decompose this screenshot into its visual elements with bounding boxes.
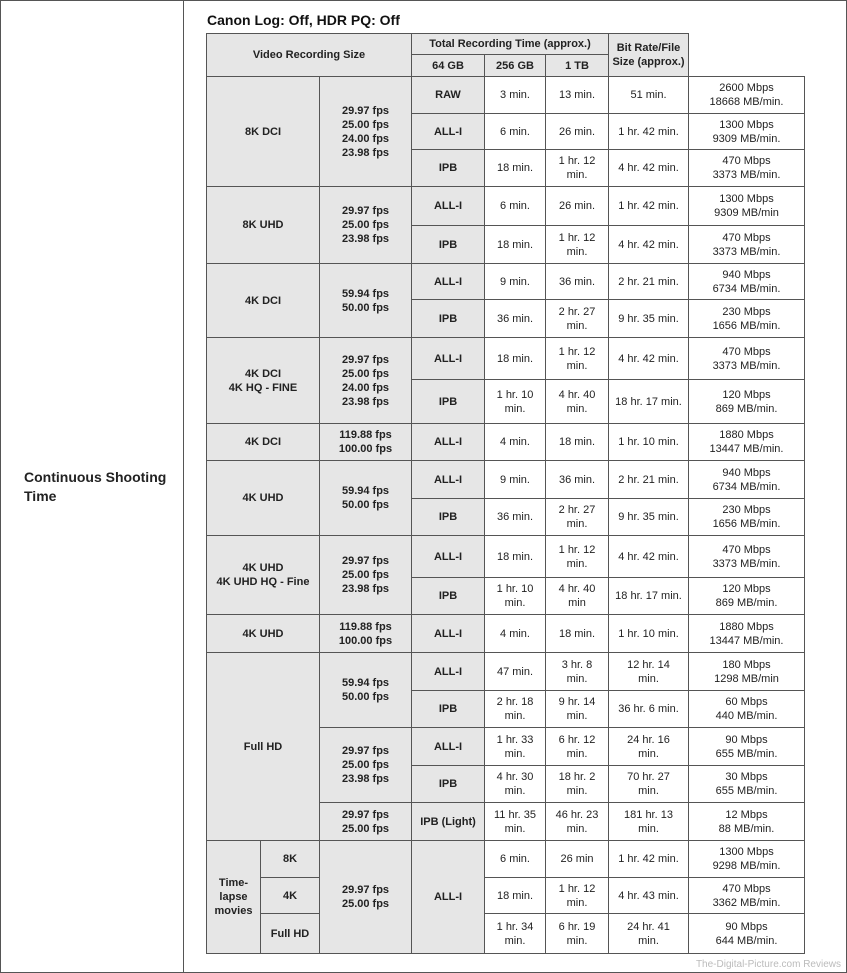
- time-256gb: 1 hr. 12 min.: [546, 878, 609, 914]
- time-1tb: 1 hr. 42 min.: [609, 114, 689, 150]
- time-256gb: 6 hr. 12 min.: [546, 728, 609, 766]
- fps-cell: 29.97 fps 25.00 fps 24.00 fps 23.98 fps: [320, 338, 412, 424]
- bitrate-cell: 120 Mbps 869 MB/min.: [689, 380, 805, 424]
- fps-cell: 29.97 fps 25.00 fps: [320, 803, 412, 841]
- fps-cell: 59.94 fps 50.00 fps: [320, 461, 412, 536]
- codec-cell: ALL-I: [412, 841, 485, 954]
- header-video-size: Video Recording Size: [207, 34, 412, 77]
- time-256gb: 26 min.: [546, 114, 609, 150]
- time-256gb: 1 hr. 12 min.: [546, 536, 609, 578]
- time-1tb: 2 hr. 21 min.: [609, 461, 689, 499]
- time-64gb: 1 hr. 10 min.: [485, 380, 546, 424]
- time-1tb: 4 hr. 42 min.: [609, 150, 689, 187]
- time-256gb: 1 hr. 12 min.: [546, 338, 609, 380]
- time-64gb: 36 min.: [485, 300, 546, 338]
- time-1tb: 4 hr. 42 min.: [609, 338, 689, 380]
- codec-cell: ALL-I: [412, 461, 485, 499]
- codec-cell: IPB: [412, 691, 485, 728]
- time-1tb: 24 hr. 16 min.: [609, 728, 689, 766]
- codec-cell: IPB (Light): [412, 803, 485, 841]
- time-1tb: 24 hr. 41 min.: [609, 914, 689, 954]
- bitrate-cell: 2600 Mbps 18668 MB/min.: [689, 77, 805, 114]
- time-256gb: 36 min.: [546, 264, 609, 300]
- res-4k-dci: 4K DCI: [207, 264, 320, 338]
- codec-cell: IPB: [412, 380, 485, 424]
- time-256gb: 36 min.: [546, 461, 609, 499]
- res-time-lapse-full-hd: Full HD: [261, 914, 320, 954]
- fps-cell: 119.88 fps 100.00 fps: [320, 424, 412, 461]
- fps-cell: 119.88 fps 100.00 fps: [320, 615, 412, 653]
- res-8k-uhd: 8K UHD: [207, 187, 320, 264]
- codec-cell: IPB: [412, 499, 485, 536]
- codec-cell: ALL-I: [412, 653, 485, 691]
- res-4k-uhd-hfr: 4K UHD: [207, 615, 320, 653]
- time-1tb: 18 hr. 17 min.: [609, 578, 689, 615]
- time-256gb: 2 hr. 27 min.: [546, 499, 609, 536]
- time-64gb: 18 min.: [485, 878, 546, 914]
- bitrate-cell: 1300 Mbps 9298 MB/min.: [689, 841, 805, 878]
- bitrate-cell: 120 Mbps 869 MB/min.: [689, 578, 805, 615]
- time-1tb: 1 hr. 10 min.: [609, 424, 689, 461]
- time-256gb: 26 min: [546, 841, 609, 878]
- fps-cell: 29.97 fps 25.00 fps 23.98 fps: [320, 728, 412, 803]
- row-label-continuous-shooting-time: Continuous Shooting Time: [24, 469, 167, 504]
- time-64gb: 11 hr. 35 min.: [485, 803, 546, 841]
- bitrate-cell: 940 Mbps 6734 MB/min.: [689, 264, 805, 300]
- header-bitrate: Bit Rate/File Size (approx.): [609, 34, 689, 77]
- bitrate-cell: 230 Mbps 1656 MB/min.: [689, 300, 805, 338]
- bitrate-cell: 470 Mbps 3373 MB/min.: [689, 536, 805, 578]
- bitrate-cell: 470 Mbps 3373 MB/min.: [689, 226, 805, 264]
- fps-cell: 29.97 fps 25.00 fps 23.98 fps: [320, 187, 412, 264]
- time-256gb: 18 min.: [546, 615, 609, 653]
- fps-cell: 59.94 fps 50.00 fps: [320, 264, 412, 338]
- bitrate-cell: 1880 Mbps 13447 MB/min.: [689, 424, 805, 461]
- time-256gb: 6 hr. 19 min.: [546, 914, 609, 954]
- watermark: The-Digital-Picture.com Reviews: [695, 959, 841, 970]
- fps-cell: 29.97 fps 25.00 fps: [320, 841, 412, 954]
- fps-cell: 29.97 fps 25.00 fps 23.98 fps: [320, 536, 412, 615]
- time-1tb: 18 hr. 17 min.: [609, 380, 689, 424]
- fps-cell: 29.97 fps 25.00 fps 24.00 fps 23.98 fps: [320, 77, 412, 187]
- codec-cell: ALL-I: [412, 114, 485, 150]
- time-256gb: 4 hr. 40 min: [546, 578, 609, 615]
- recording-time-table: [206, 33, 805, 954]
- time-1tb: 9 hr. 35 min.: [609, 300, 689, 338]
- time-64gb: 2 hr. 18 min.: [485, 691, 546, 728]
- time-64gb: 9 min.: [485, 264, 546, 300]
- time-256gb: 46 hr. 23 min.: [546, 803, 609, 841]
- codec-cell: ALL-I: [412, 615, 485, 653]
- time-256gb: 3 hr. 8 min.: [546, 653, 609, 691]
- section-title: Canon Log: Off, HDR PQ: Off: [207, 12, 400, 28]
- codec-cell: IPB: [412, 150, 485, 187]
- time-1tb: 9 hr. 35 min.: [609, 499, 689, 536]
- time-64gb: 1 hr. 34 min.: [485, 914, 546, 954]
- codec-cell: IPB: [412, 300, 485, 338]
- res-4k-uhd-hq-fine: 4K UHD 4K UHD HQ - Fine: [207, 536, 320, 615]
- bitrate-cell: 1300 Mbps 9309 MB/min: [689, 187, 805, 226]
- time-64gb: 1 hr. 10 min.: [485, 578, 546, 615]
- bitrate-cell: 90 Mbps 644 MB/min.: [689, 914, 805, 954]
- time-64gb: 1 hr. 33 min.: [485, 728, 546, 766]
- res-time-lapse-8k: 8K: [261, 841, 320, 878]
- res-full-hd: Full HD: [207, 653, 320, 841]
- res-time-lapse: Time- lapse movies: [207, 841, 261, 954]
- time-64gb: 36 min.: [485, 499, 546, 536]
- bitrate-cell: 1880 Mbps 13447 MB/min.: [689, 615, 805, 653]
- bitrate-cell: 180 Mbps 1298 MB/min: [689, 653, 805, 691]
- codec-cell: IPB: [412, 578, 485, 615]
- bitrate-cell: 30 Mbps 655 MB/min.: [689, 766, 805, 803]
- time-256gb: 26 min.: [546, 187, 609, 226]
- time-1tb: 4 hr. 42 min.: [609, 536, 689, 578]
- time-256gb: 9 hr. 14 min.: [546, 691, 609, 728]
- bitrate-cell: 90 Mbps 655 MB/min.: [689, 728, 805, 766]
- codec-cell: ALL-I: [412, 264, 485, 300]
- time-1tb: 70 hr. 27 min.: [609, 766, 689, 803]
- bitrate-cell: 470 Mbps 3373 MB/min.: [689, 338, 805, 380]
- time-64gb: 18 min.: [485, 150, 546, 187]
- bitrate-cell: 1300 Mbps 9309 MB/min.: [689, 114, 805, 150]
- time-256gb: 1 hr. 12 min.: [546, 150, 609, 187]
- time-1tb: 181 hr. 13 min.: [609, 803, 689, 841]
- bitrate-cell: 12 Mbps 88 MB/min.: [689, 803, 805, 841]
- bitrate-cell: 470 Mbps 3362 MB/min.: [689, 878, 805, 914]
- time-64gb: 6 min.: [485, 841, 546, 878]
- time-1tb: 1 hr. 42 min.: [609, 187, 689, 226]
- res-4k-dci-hq-fine: 4K DCI 4K HQ - FINE: [207, 338, 320, 424]
- time-1tb: 51 min.: [609, 77, 689, 114]
- res-4k-uhd: 4K UHD: [207, 461, 320, 536]
- time-1tb: 4 hr. 42 min.: [609, 226, 689, 264]
- codec-cell: IPB: [412, 766, 485, 803]
- time-64gb: 4 hr. 30 min.: [485, 766, 546, 803]
- time-64gb: 18 min.: [485, 536, 546, 578]
- codec-cell: ALL-I: [412, 424, 485, 461]
- time-64gb: 4 min.: [485, 424, 546, 461]
- bitrate-cell: 940 Mbps 6734 MB/min.: [689, 461, 805, 499]
- fps-cell: 59.94 fps 50.00 fps: [320, 653, 412, 728]
- time-256gb: 13 min.: [546, 77, 609, 114]
- time-1tb: 1 hr. 42 min.: [609, 841, 689, 878]
- time-64gb: 3 min.: [485, 77, 546, 114]
- time-1tb: 2 hr. 21 min.: [609, 264, 689, 300]
- bitrate-cell: 60 Mbps 440 MB/min.: [689, 691, 805, 728]
- time-64gb: 9 min.: [485, 461, 546, 499]
- time-256gb: 4 hr. 40 min.: [546, 380, 609, 424]
- time-64gb: 4 min.: [485, 615, 546, 653]
- time-64gb: 6 min.: [485, 187, 546, 226]
- codec-cell: ALL-I: [412, 728, 485, 766]
- time-256gb: 1 hr. 12 min.: [546, 226, 609, 264]
- codec-cell: RAW: [412, 77, 485, 114]
- time-64gb: 47 min.: [485, 653, 546, 691]
- codec-cell: ALL-I: [412, 536, 485, 578]
- header-64gb: 64 GB: [412, 55, 485, 77]
- time-1tb: 36 hr. 6 min.: [609, 691, 689, 728]
- header-total-time: Total Recording Time (approx.): [412, 34, 609, 55]
- header-1tb: 1 TB: [546, 55, 609, 77]
- bitrate-cell: 470 Mbps 3373 MB/min.: [689, 150, 805, 187]
- bitrate-cell: 230 Mbps 1656 MB/min.: [689, 499, 805, 536]
- res-4k-dci-hfr: 4K DCI: [207, 424, 320, 461]
- time-1tb: 1 hr. 10 min.: [609, 615, 689, 653]
- time-256gb: 18 min.: [546, 424, 609, 461]
- res-8k-dci: 8K DCI: [207, 77, 320, 187]
- codec-cell: ALL-I: [412, 338, 485, 380]
- time-256gb: 2 hr. 27 min.: [546, 300, 609, 338]
- codec-cell: IPB: [412, 226, 485, 264]
- time-64gb: 6 min.: [485, 114, 546, 150]
- time-1tb: 12 hr. 14 min.: [609, 653, 689, 691]
- time-64gb: 18 min.: [485, 226, 546, 264]
- header-256gb: 256 GB: [485, 55, 546, 77]
- time-1tb: 4 hr. 43 min.: [609, 878, 689, 914]
- codec-cell: ALL-I: [412, 187, 485, 226]
- time-256gb: 18 hr. 2 min.: [546, 766, 609, 803]
- time-64gb: 18 min.: [485, 338, 546, 380]
- res-time-lapse-4k: 4K: [261, 878, 320, 914]
